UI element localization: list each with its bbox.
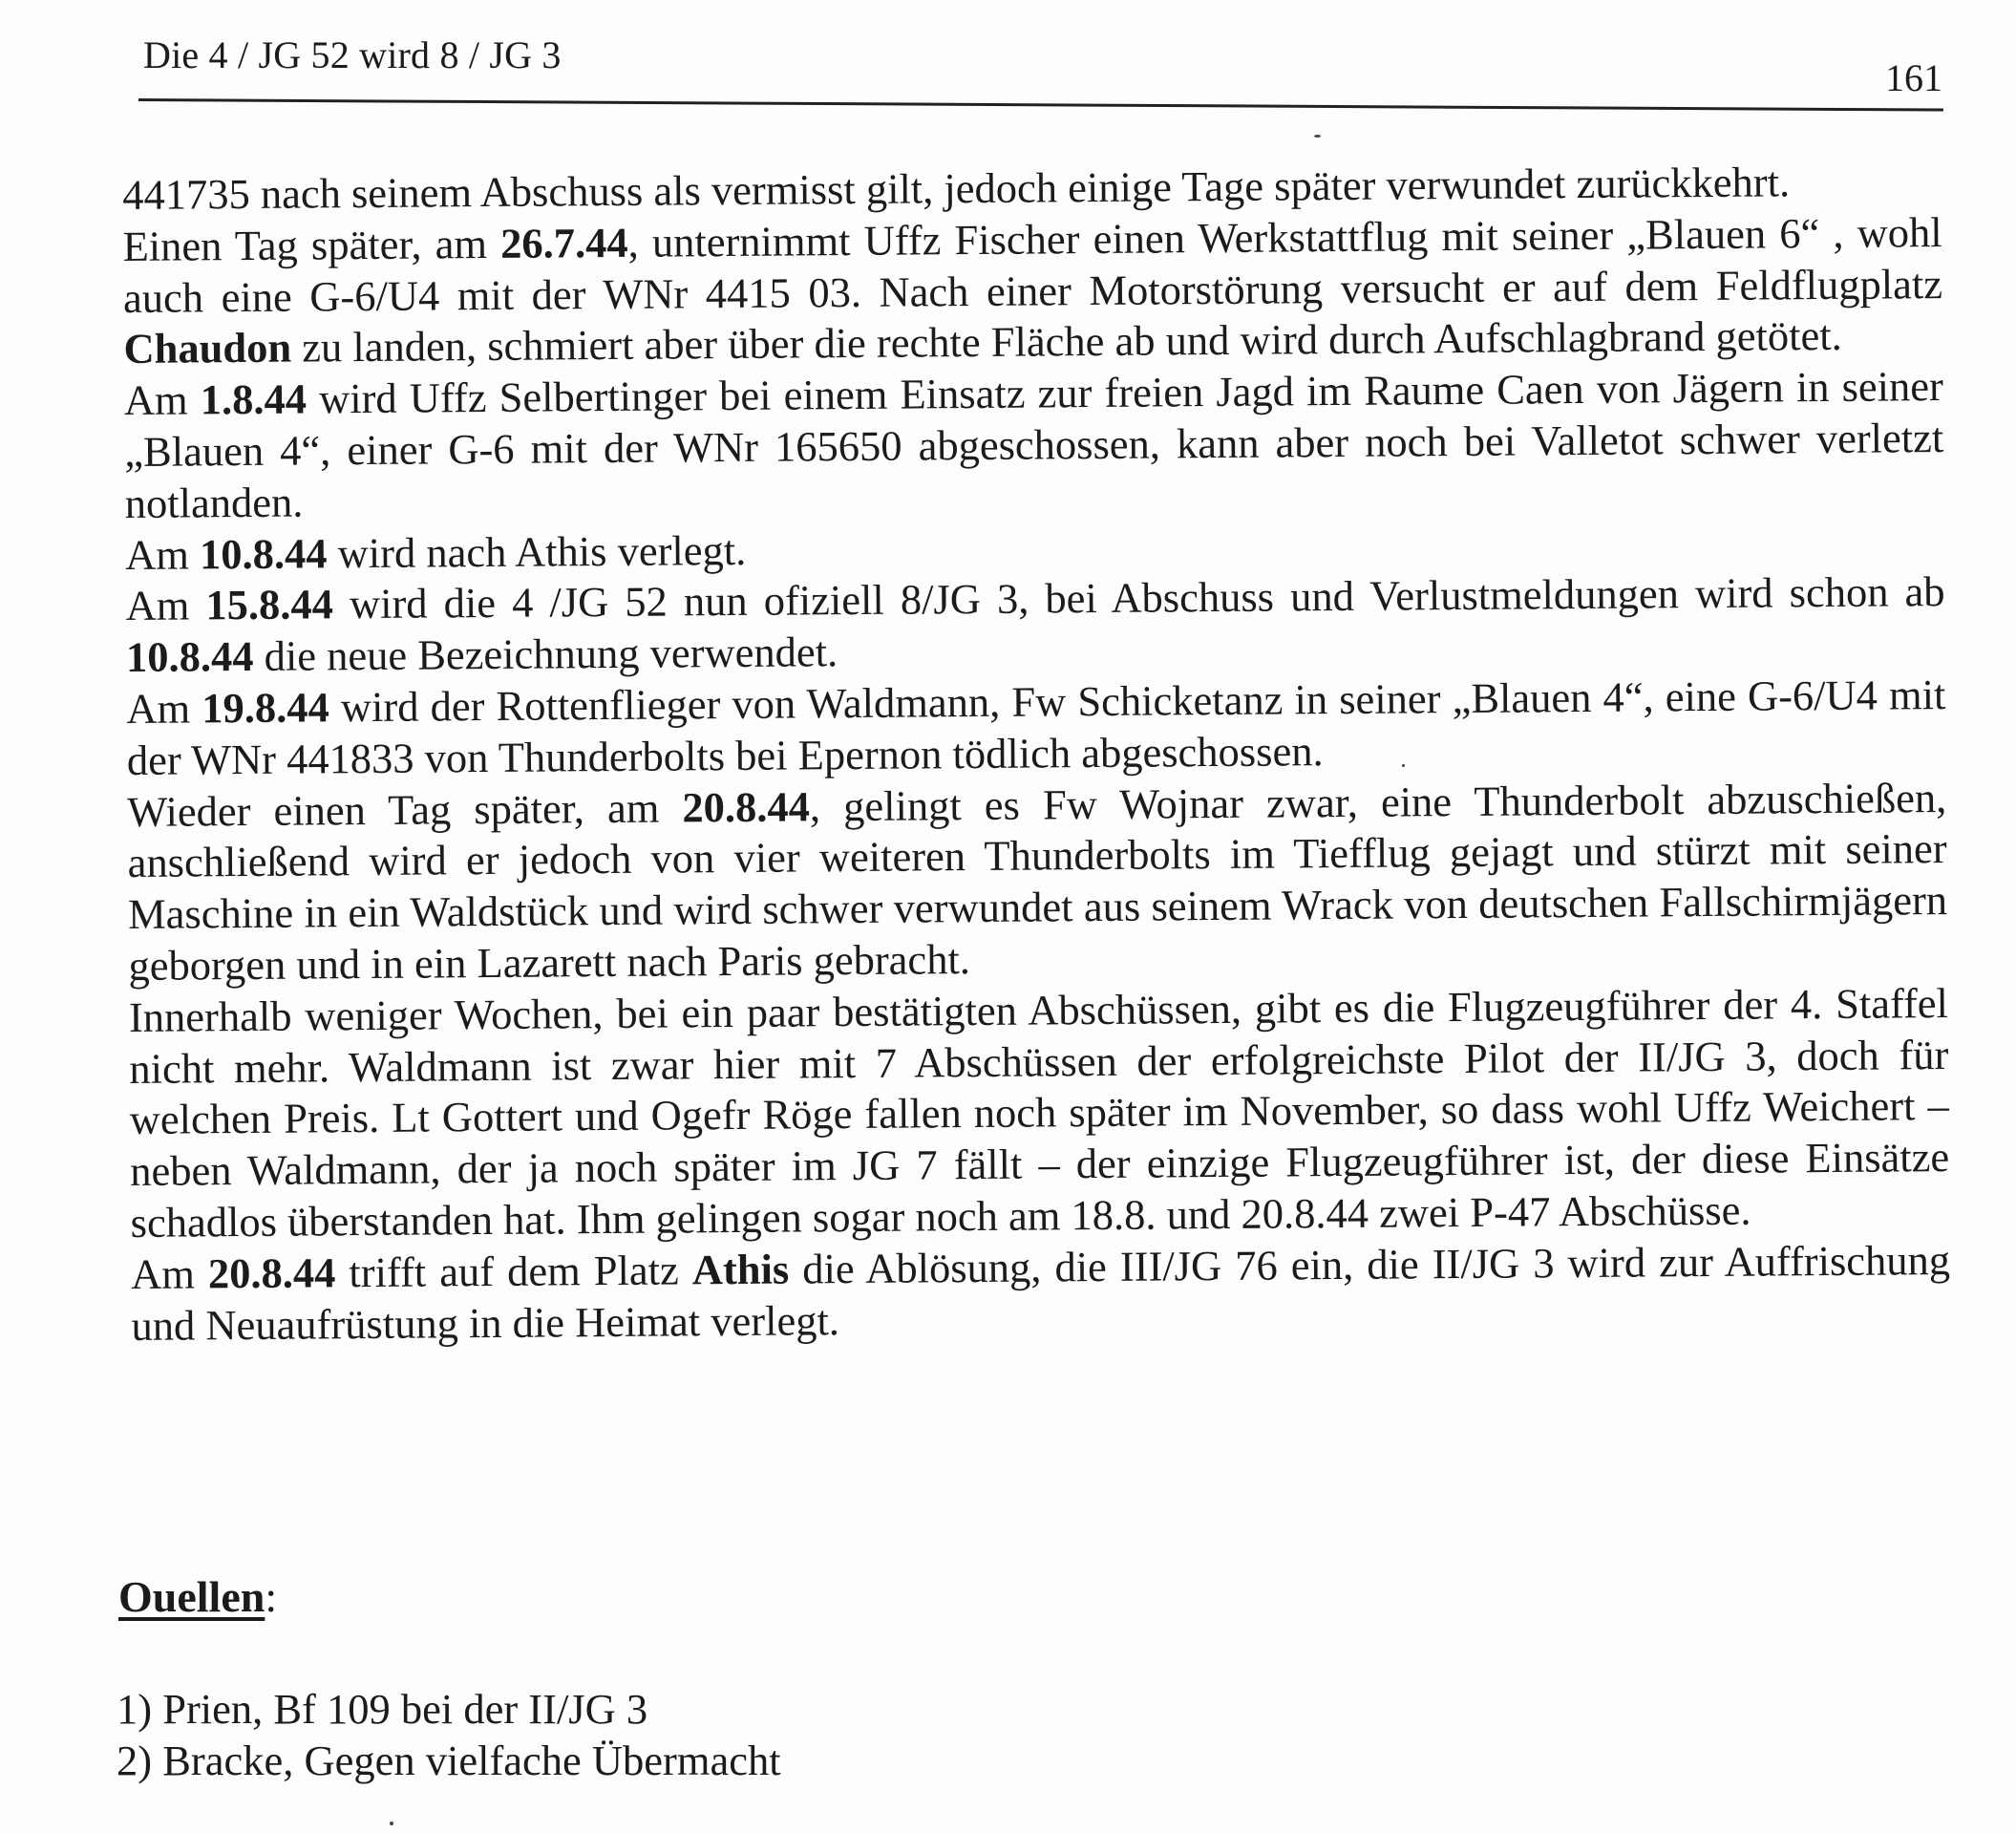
text-run: , gelingt es Fw Wojnar zwar, eine Thunderbolt abzuschießen, anschließend wird er jedoch von vier weiteren Thunderbolts im Tiefflug gejagt und stürzt mit seiner Maschine in ein Waldstück und wird schwer verwundet aus seinem Wrack von deutschen Fallschirmjägern geborgen und in ein Lazarett nach Paris gebracht. xyxy=(127,773,1948,990)
text-run: Innerhalb weniger Wochen, bei ein paar bestätigten Abschüssen, gibt es die Flugzeugführer der 4. Staffel nicht mehr. Waldmann ist zwar hier mit 7 Abschüssen der erfolgreichste Pilot der II/JG 3, doch für welchen Preis. Lt Gottert und Ogefr Röge fallen noch später im November, so dass wohl Uffz Weichert – neben Waldmann, der ja noch später im JG 7 fällt – der einzige Flugzeugführer ist, der diese Einsätze schadlos überstanden hat. Ihm gelingen sogar noch am 18.8. und 20.8.44 zwei P-47 Abschüsse. xyxy=(128,978,1950,1247)
text-run: Einen Tag später, am xyxy=(122,219,501,270)
text-run: die neue Bezeichnung verwendet. xyxy=(253,628,838,681)
text-run: Am xyxy=(126,684,202,733)
bold-term: Athis xyxy=(691,1245,790,1294)
paragraph xyxy=(122,207,1942,375)
bold-term: 10.8.44 xyxy=(199,528,328,578)
page-number: 161 xyxy=(1885,56,1942,99)
bold-term: 10.8.44 xyxy=(125,632,254,682)
text-run: zu landen, schmiert aber über die rechte Fläche ab und wird durch Aufschlagbrand getötet. xyxy=(290,311,1842,373)
scan-speck xyxy=(1314,135,1321,138)
paragraph xyxy=(127,773,1948,992)
bold-term: 1.8.44 xyxy=(200,374,308,424)
sources-heading xyxy=(118,1571,277,1622)
text-run: wird Uffz Selbertinger bei einem Einsatz zur freien Jagd im Raume Caen von Jägern in seiner „Blauen 4“, einer G-6 mit der WNr 165650 abgeschossen, kann aber noch bei Valletot schwer verletzt notlanden. xyxy=(124,362,1944,527)
text-run: trifft auf dem Platz xyxy=(335,1246,693,1297)
text-run: Wieder einen Tag später, am xyxy=(127,782,683,836)
bold-term: 19.8.44 xyxy=(202,683,329,733)
bold-term: 15.8.44 xyxy=(205,580,334,629)
sources-heading-colon: : xyxy=(265,1572,278,1621)
text-run: 441735 nach seinem Abschuss als vermisst gilt, jedoch einige Tage später verwundet zurückkehrt. xyxy=(122,158,1791,219)
text-run: , unternimmt Uffz Fischer einen Werkstattflug mit seiner „Blauen 6“ , wohl auch eine G-6/U4 mit der WNr 4415 03. Nach einer Motorstörung versucht er auf dem Feldflugplatz xyxy=(122,207,1943,322)
source-item: 2) Bracke, Gegen vielfache Übermacht xyxy=(117,1737,781,1784)
text-run: wird die 4 /JG 52 nun ofiziell 8/JG 3, bei Abschuss und Verlustmeldungen wird schon ab xyxy=(332,567,1945,629)
paragraph xyxy=(126,670,1946,787)
header-rule xyxy=(138,98,1943,112)
paragraph xyxy=(124,361,1944,529)
scan-speck xyxy=(1402,764,1405,767)
body-text xyxy=(122,156,1951,1352)
bold-term: 20.8.44 xyxy=(682,781,811,831)
text-run: Am xyxy=(123,375,201,425)
text-run: die Ablösung, die III/JG 76 ein, die II/JG 3 wird zur Auffrischung und Neuaufrüstung in die Heimat verlegt. xyxy=(131,1235,1951,1350)
source-item: 1) Prien, Bf 109 bei der II/JG 3 xyxy=(117,1685,648,1733)
scan-speck xyxy=(390,1822,393,1825)
text-run: wird der Rottenflieger von Waldmann, Fw Schicketanz in seiner „Blauen 4“, eine G-6/U4 mit der WNr 441833 von Thunderbolts bei Epernon tödlich abgeschossen. xyxy=(126,670,1946,784)
sources-list xyxy=(117,1683,781,1786)
text-run: Am xyxy=(130,1249,209,1298)
paragraph xyxy=(131,1235,1951,1353)
paragraph xyxy=(129,978,1950,1249)
text-run: Am xyxy=(124,529,201,579)
bold-term: 26.7.44 xyxy=(499,218,628,267)
text-run: Am xyxy=(125,581,206,630)
bold-term: 20.8.44 xyxy=(207,1248,336,1298)
paragraph xyxy=(125,566,1945,684)
running-header-title: Die 4 / JG 52 wird 8 / JG 3 xyxy=(143,33,562,76)
bold-term: Chaudon xyxy=(123,324,292,373)
text-run: wird nach Athis verlegt. xyxy=(327,525,747,577)
sources-heading-text: Ouellen xyxy=(118,1572,265,1621)
